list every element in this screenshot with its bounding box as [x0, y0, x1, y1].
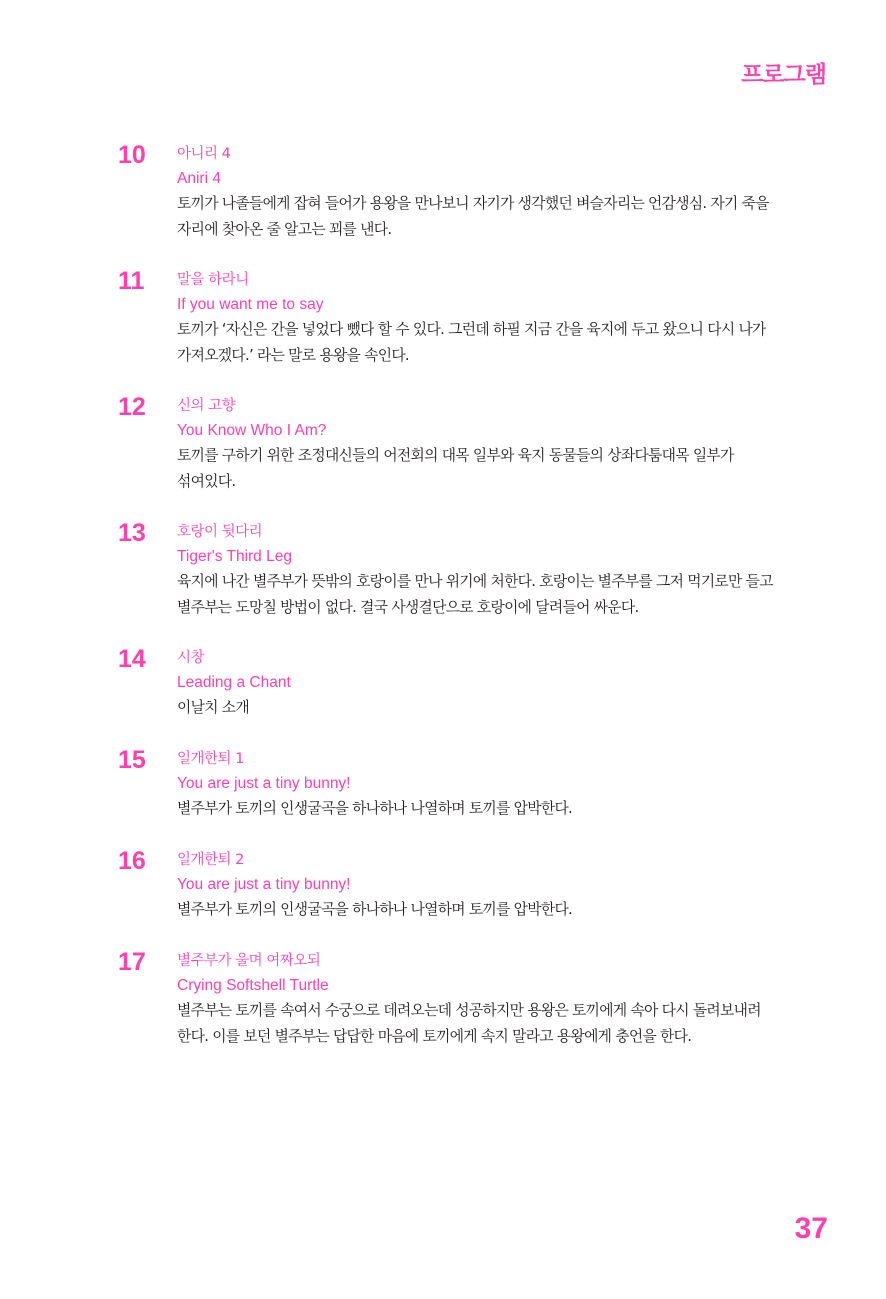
item-title-ko: 호랑이 뒷다리	[177, 524, 263, 540]
item-description: 토끼가 나졸들에게 잡혀 들어가 용왕을 만나보니 자기가 생각했던 벼슬자리는 언감생심. 자기 죽을 자리에 찾아온 줄 알고는 꾀를 낸다.	[177, 195, 769, 238]
item-title-en: You Know Who I Am?	[177, 422, 327, 439]
item-title-en: You are just a tiny bunny!	[177, 876, 351, 893]
item-title-en: If you want me to say	[177, 296, 324, 313]
section-title: 프로그램	[741, 62, 826, 88]
item-description: 이날치 소개	[177, 699, 249, 716]
item-number: 13	[118, 519, 146, 547]
program-item	[118, 393, 830, 518]
program-item	[118, 141, 830, 266]
item-number: 10	[118, 141, 146, 169]
page-number: 37	[794, 1212, 828, 1245]
item-title-en: Aniri 4	[177, 170, 221, 187]
item-title-ko: 일개한퇴 1	[177, 751, 244, 767]
item-description: 별주부가 토끼의 인생굴곡을 하나하나 나열하며 토끼를 압박한다.	[177, 901, 573, 918]
program-item	[118, 519, 830, 644]
item-description: 별주부는 토끼를 속여서 수궁으로 데려오는데 성공하지만 용왕은 토끼에게 속아 다시 돌려보내려 한다. 이를 보던 별주부는 답답한 마음에 토끼에게 속지 말라고 용왕에게 충언을 한다.	[177, 1002, 761, 1045]
item-number: 16	[118, 847, 146, 875]
item-number: 14	[118, 645, 146, 673]
item-description: 육지에 나간 별주부가 뜻밖의 호랑이를 만나 위기에 처한다. 호랑이는 별주부를 그저 먹기로만 들고 별주부는 도망칠 방법이 없다. 결국 사생결단으로 호랑이에 달려들어 싸운다.	[177, 573, 773, 616]
item-title-ko: 말을 하라니	[177, 272, 249, 288]
item-title-ko: 아니리 4	[177, 146, 231, 162]
program-item	[118, 267, 830, 392]
item-number: 11	[118, 267, 145, 295]
item-title-ko: 일개한퇴 2	[177, 852, 244, 868]
item-title-en: Crying Softshell Turtle	[177, 977, 329, 994]
item-title-en: Leading a Chant	[177, 674, 291, 691]
item-title-ko: 신의 고향	[177, 398, 236, 414]
item-number: 17	[118, 948, 146, 976]
program-item	[118, 645, 830, 745]
program-item	[118, 948, 830, 1073]
item-description: 토끼가 ‘자신은 간을 넣었다 뺐다 할 수 있다. 그런데 하필 지금 간을 육지에 두고 왔으니 다시 나가 가져오겠다.’ 라는 말로 용왕을 속인다.	[177, 321, 766, 364]
item-number: 15	[118, 746, 146, 774]
item-title-en: You are just a tiny bunny!	[177, 775, 351, 792]
item-title-en: Tiger's Third Leg	[177, 548, 292, 565]
item-title-ko: 시창	[177, 650, 205, 666]
program-list	[118, 140, 830, 1073]
program-item	[118, 746, 830, 846]
program-item	[118, 847, 830, 947]
item-title-ko: 별주부가 울며 여짜오되	[177, 953, 321, 969]
item-description: 별주부가 토끼의 인생굴곡을 하나하나 나열하며 토끼를 압박한다.	[177, 800, 573, 817]
item-description: 토끼를 구하기 위한 조정대신들의 어전회의 대목 일부와 육지 동물들의 상좌다툼대목 일부가 섞여있다.	[177, 447, 734, 490]
item-number: 12	[118, 393, 146, 421]
